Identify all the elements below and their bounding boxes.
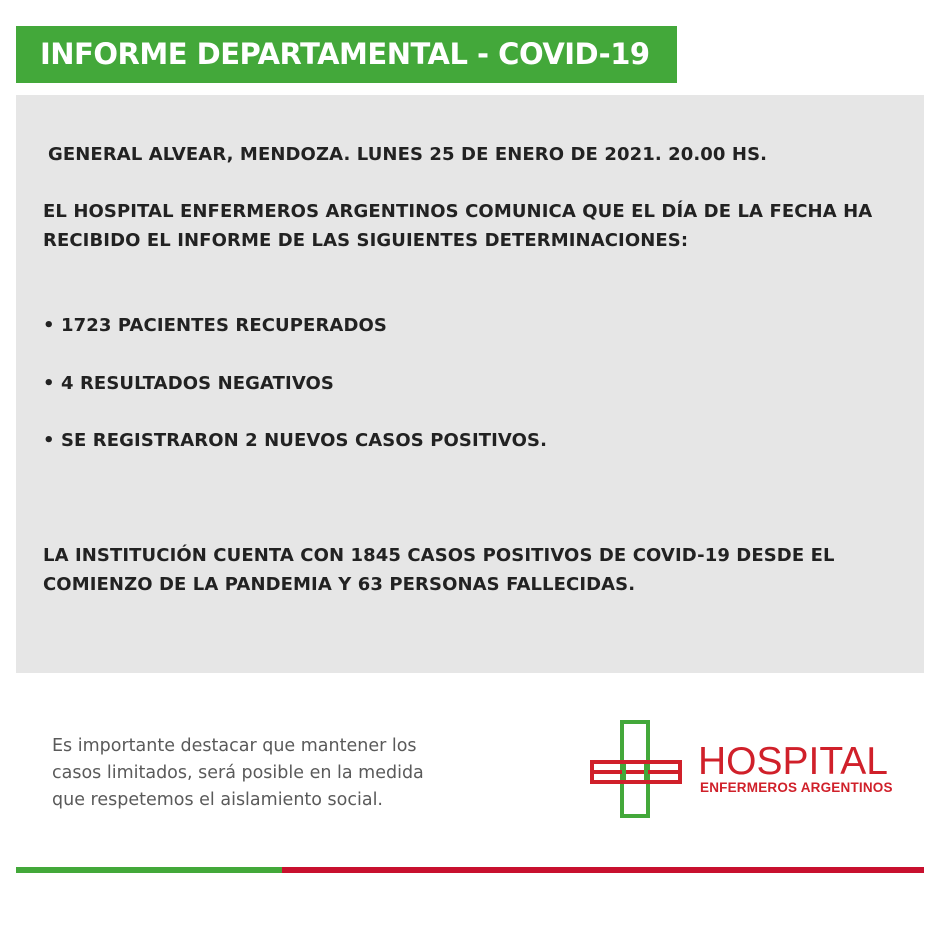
footer-note — [52, 733, 482, 814]
list-item: • 1723 PACIENTES RECUPERADOS — [43, 315, 387, 336]
intro-line-2: RECIBIDO EL INFORME DE LAS SIGUIENTES DETERMINACIONES: — [43, 230, 689, 251]
location-date: GENERAL ALVEAR, MENDOZA. LUNES 25 DE ENERO DE 2021. 20.00 HS. — [48, 144, 768, 165]
summary-line-1: LA INSTITUCIÓN CUENTA CON 1845 CASOS POSITIVOS DE COVID-19 DESDE EL — [43, 545, 835, 566]
footer-note-line: Es importante destacar que mantener los — [52, 736, 417, 756]
summary-line-2: COMIENZO DE LA PANDEMIA Y 63 PERSONAS FALLECIDAS. — [43, 574, 636, 595]
logo-title: HOSPITAL — [698, 740, 888, 783]
report-title: INFORME DEPARTAMENTAL - COVID-19 — [16, 26, 677, 83]
divider-green — [16, 867, 282, 873]
logo-subtitle: ENFERMEROS ARGENTINOS — [700, 780, 893, 795]
footer-note-line: que respetemos el aislamiento social. — [52, 790, 383, 810]
intro-line-1: EL HOSPITAL ENFERMEROS ARGENTINOS COMUNICA QUE EL DÍA DE LA FECHA HA — [43, 201, 873, 222]
list-item: • 4 RESULTADOS NEGATIVOS — [43, 373, 334, 394]
footer-note-line: casos limitados, será posible en la medida — [52, 763, 424, 783]
list-item: • SE REGISTRARON 2 NUEVOS CASOS POSITIVOS. — [43, 430, 548, 451]
divider-red — [282, 867, 924, 873]
